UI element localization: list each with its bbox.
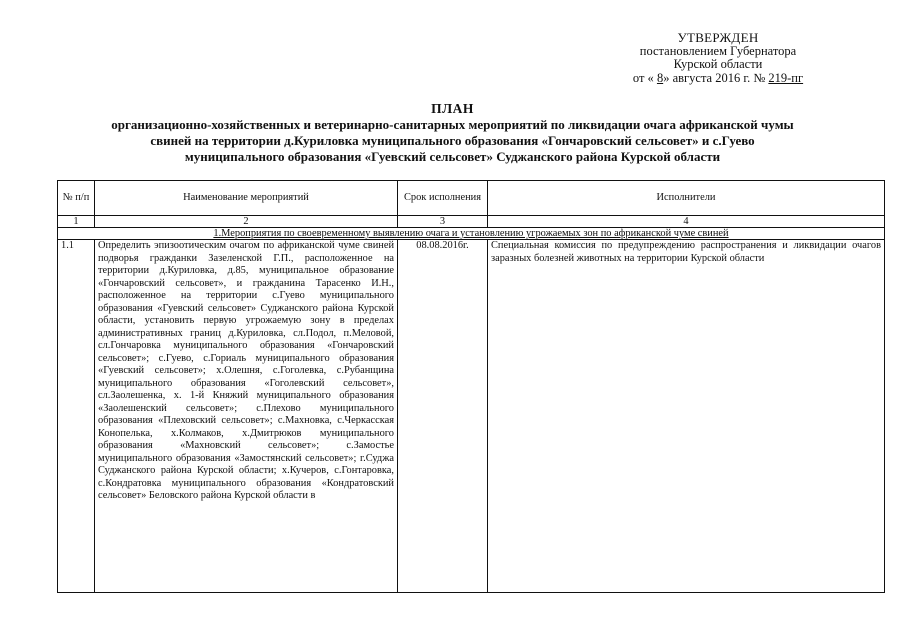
row-executors: Специальная комиссия по предупреждению распространения и ликвидации очагов заразных болезней животных на территории Курской области	[488, 240, 885, 593]
title-subtitle-1: организационно-хозяйственных и ветеринарно-санитарных мероприятий по ликвидации очага африканской чумы	[111, 117, 794, 132]
row-term: 08.08.2016г.	[398, 240, 488, 593]
section-row	[58, 228, 885, 240]
approval-line-2: Курской области	[673, 57, 763, 71]
date-prefix: от «	[632, 70, 654, 85]
header-name: Наименование мероприятий	[95, 181, 398, 216]
approval-heading: УТВЕРЖДЕН	[677, 30, 759, 45]
header-term: Срок исполнения	[398, 181, 488, 216]
column-number: 4	[488, 216, 885, 228]
row-description: Определить эпизоотическим очагом по африканской чуме свиней подворья гражданки Зазеленской Г.П., расположенное на территории д.Куриловка, д.85, муниципальное образование «Гончаровский сельсовет», и гражданина Тарасенко И.Н., расположенное на территории с.Гуево муниципального образования «Гуевский сельсовет» Суджанского района Курской области, установить первую угрожаемую зону в пределах административных границ д.Куриловка, сл.Подол, п.Меловой, сл.Гончаровка муниципального образования «Гончаровский сельсовет»; с.Гуево, с.Гориаль муниципального образования «Гуевский сельсовет»; х.Олешня, с.Гоголевка, с.Рубанщина муниципального образования «Гоголевский сельсовет», сл.Заолешенка, х. 1-й Княжий муниципального образования «Заолешенский сельсовет»; с.Плехово муниципального образования «Плеховский сельсовет»; с.Махновка, с.Черкасская Конопелька, х.Колмаков, х.Дмитрюков муниципального образования «Махновский сельсовет»; с.Замостье муниципального образования «Замостянский сельсовет»; г.Суджа Суджанского района Курской области; х.Кучеров, с.Гонтаровка, с.Кондратовка муниципального образования «Кондратовский сельсовет» Беловского района Курской области в	[95, 240, 398, 593]
table-row	[58, 240, 885, 593]
table-header-row	[58, 181, 885, 216]
decree-number: 219-пг	[768, 70, 804, 85]
approval-block	[598, 31, 838, 85]
column-number: 1	[58, 216, 95, 228]
date-mid: » августа 2016 г. №	[663, 70, 766, 85]
title-subtitle-2: свиней на территории д.Куриловка муниципального образования «Гончаровский сельсовет» и с.Гуево	[150, 133, 755, 148]
row-num: 1.1	[58, 240, 95, 593]
header-executors: Исполнители	[488, 181, 885, 216]
section-1-title: 1.Мероприятия по своевременному выявлению очага и установлению угрожаемых зон по африканской чуме свиней	[58, 228, 885, 240]
document-title	[40, 100, 865, 165]
header-num: № п/п	[58, 181, 95, 216]
column-number: 2	[95, 216, 398, 228]
approval-date-line	[598, 72, 838, 86]
title-subtitle-3: муниципального образования «Гуевский сельсовет» Суджанского района Курской области	[184, 149, 721, 164]
title-main: ПЛАН	[431, 101, 474, 116]
date-day: 8	[656, 70, 664, 85]
approval-line-1: постановлением Губернатора	[639, 43, 797, 58]
column-number-row	[58, 216, 885, 228]
plan-table	[57, 180, 885, 593]
column-number: 3	[398, 216, 488, 228]
